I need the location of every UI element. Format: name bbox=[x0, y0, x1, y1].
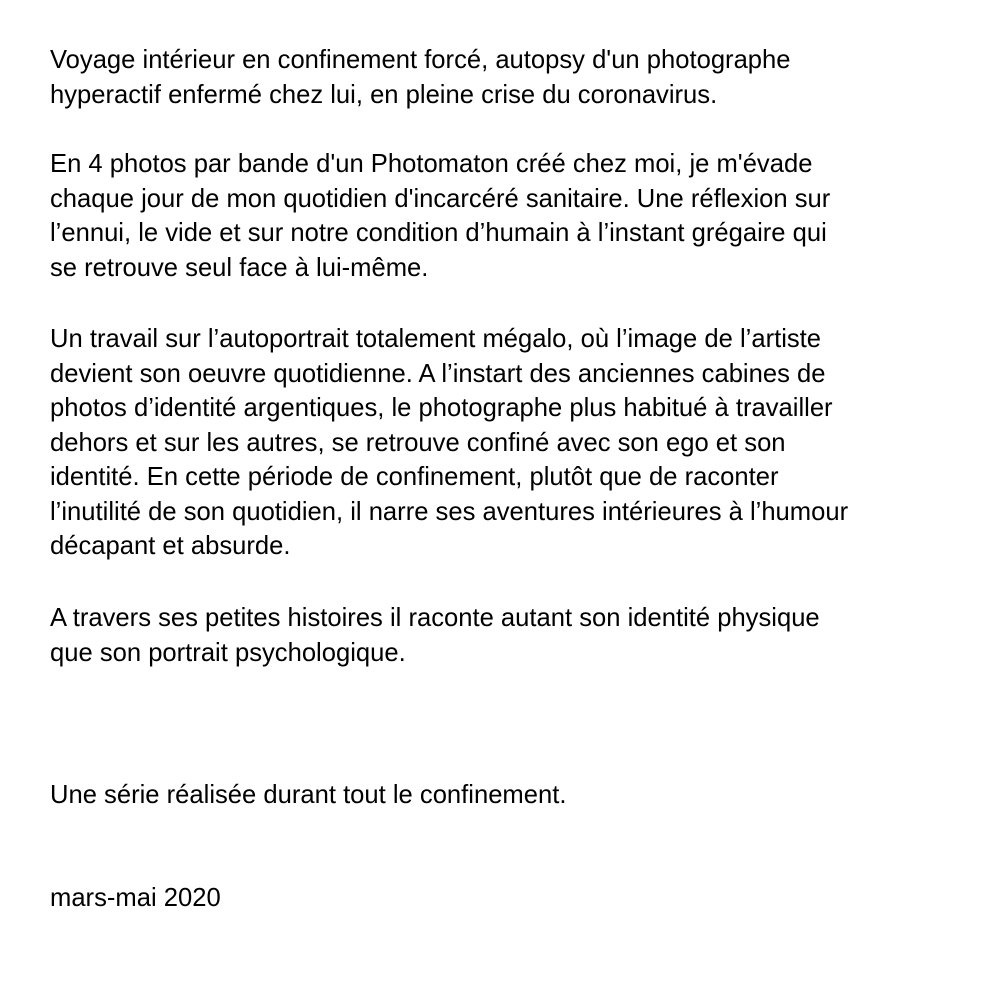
paragraph-histoires bbox=[50, 601, 820, 670]
text-line: que son portrait psychologique. bbox=[50, 638, 406, 667]
text-line: Un travail sur l’autoportrait totalement mégalo, où l’image de l’artiste bbox=[50, 325, 822, 353]
date-line: mars-mai 2020 bbox=[50, 884, 221, 912]
paragraph-date bbox=[50, 881, 221, 916]
text-line: Une série réalisée durant tout le confinement. bbox=[50, 781, 567, 809]
text-line: se retrouve seul face à lui-même. bbox=[50, 253, 429, 282]
paragraph-intro bbox=[50, 43, 791, 112]
text-line: décapant et absurde. bbox=[50, 532, 291, 560]
text-line: En 4 photos par bande d'un Photomaton créé chez moi, je m'évade bbox=[50, 150, 813, 178]
text-line: hyperactif enfermé chez lui, en pleine crise du coronavirus. bbox=[50, 80, 718, 109]
text-line: A travers ses petites histoires il raconte autant son identité physique bbox=[50, 604, 820, 632]
paragraph-serie bbox=[50, 778, 566, 813]
text-line: photos d’identité argentiques, le photographe plus habitué à travailler bbox=[50, 394, 833, 422]
text-line: l’ennui, le vide et sur notre condition d’humain à l’instant grégaire qui bbox=[50, 219, 827, 247]
text-line: identité. En cette période de confinement, plutôt que de raconter bbox=[50, 463, 779, 491]
text-line: l’inutilité de son quotidien, il narre ses aventures intérieures à l’humour bbox=[50, 497, 849, 526]
text-line: devient son oeuvre quotidienne. A l’instart des anciennes cabines de bbox=[50, 359, 826, 388]
text-line: dehors et sur les autres, se retrouve confiné avec son ego et son bbox=[50, 428, 786, 457]
paragraph-autoportrait bbox=[50, 322, 848, 564]
paragraph-photomaton bbox=[50, 147, 830, 285]
text-line: chaque jour de mon quotidien d'incarcéré sanitaire. Une réflexion sur bbox=[50, 184, 831, 213]
text-line: Voyage intérieur en confinement forcé, autopsy d'un photographe bbox=[50, 46, 791, 74]
